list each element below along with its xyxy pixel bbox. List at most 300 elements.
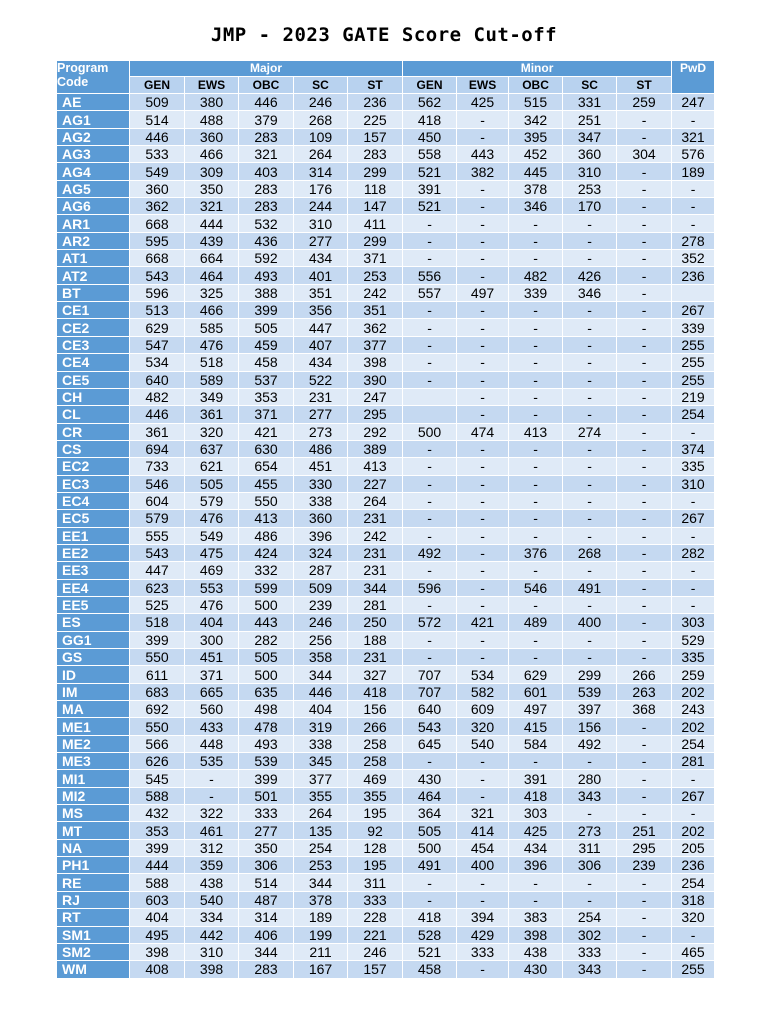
cell-major-gen: 733 <box>130 458 185 475</box>
cell-major-st: 351 <box>348 302 403 319</box>
table-row <box>57 614 715 631</box>
cell-minor-obc: - <box>509 388 563 405</box>
table-row <box>57 406 715 423</box>
cell-major-ews: 466 <box>185 146 239 163</box>
cell-program-code: EE4 <box>57 579 130 596</box>
cell-minor-sc: - <box>563 891 617 908</box>
cell-minor-st: 266 <box>617 666 672 683</box>
cell-major-obc: 379 <box>239 111 294 128</box>
cell-major-st: 195 <box>348 805 403 822</box>
cell-minor-sc: - <box>563 527 617 544</box>
cell-program-code: CH <box>57 388 130 405</box>
cell-major-sc: 310 <box>294 215 348 232</box>
cell-minor-gen: 418 <box>403 111 457 128</box>
cell-major-sc: 396 <box>294 527 348 544</box>
cell-major-sc: 189 <box>294 909 348 926</box>
cell-major-st: 413 <box>348 458 403 475</box>
header-major-obc: OBC <box>239 77 294 94</box>
cell-major-obc: 500 <box>239 596 294 613</box>
cell-minor-st: - <box>617 579 672 596</box>
cell-minor-gen: 562 <box>403 94 457 111</box>
cell-minor-gen: 391 <box>403 180 457 197</box>
cell-minor-sc: - <box>563 302 617 319</box>
cell-major-obc: 458 <box>239 354 294 371</box>
cell-minor-gen: - <box>403 250 457 267</box>
cell-major-gen: 546 <box>130 475 185 492</box>
cell-major-sc: 314 <box>294 163 348 180</box>
cell-major-gen: 692 <box>130 701 185 718</box>
cell-pwd: 267 <box>672 787 715 804</box>
cell-major-ews: 637 <box>185 440 239 457</box>
table-row <box>57 250 715 267</box>
cell-major-obc: 344 <box>239 943 294 960</box>
cell-major-ews: 404 <box>185 614 239 631</box>
cell-minor-sc: 492 <box>563 735 617 752</box>
cell-major-gen: 588 <box>130 874 185 891</box>
cell-program-code: ME3 <box>57 753 130 770</box>
cell-program-code: EC3 <box>57 475 130 492</box>
cell-major-sc: 358 <box>294 649 348 666</box>
cell-program-code: CS <box>57 440 130 457</box>
cell-major-sc: 264 <box>294 146 348 163</box>
cell-minor-st: - <box>617 267 672 284</box>
cell-major-obc: 399 <box>239 302 294 319</box>
cell-major-st: 389 <box>348 440 403 457</box>
cell-minor-st: - <box>617 406 672 423</box>
cell-minor-st: 239 <box>617 857 672 874</box>
cell-major-obc: 537 <box>239 371 294 388</box>
cell-major-ews: 433 <box>185 718 239 735</box>
cell-major-ews: 439 <box>185 232 239 249</box>
cell-pwd: - <box>672 926 715 943</box>
cell-major-st: 242 <box>348 527 403 544</box>
cell-minor-obc: - <box>509 250 563 267</box>
cell-minor-ews: - <box>457 544 509 561</box>
cell-major-st: 418 <box>348 683 403 700</box>
cell-major-st: 228 <box>348 909 403 926</box>
cell-major-st: 227 <box>348 475 403 492</box>
cell-major-st: 247 <box>348 388 403 405</box>
cell-major-obc: 493 <box>239 735 294 752</box>
cell-minor-st: - <box>617 492 672 509</box>
cell-minor-st: - <box>617 805 672 822</box>
cell-major-gen: 623 <box>130 579 185 596</box>
cell-major-st: 231 <box>348 562 403 579</box>
cell-major-ews: 621 <box>185 458 239 475</box>
cell-pwd: 320 <box>672 909 715 926</box>
cell-major-st: 147 <box>348 198 403 215</box>
cell-minor-ews: - <box>457 579 509 596</box>
cell-program-code: SM2 <box>57 943 130 960</box>
cell-program-code: ES <box>57 614 130 631</box>
cell-program-code: RT <box>57 909 130 926</box>
cell-minor-gen: 543 <box>403 718 457 735</box>
table-row <box>57 579 715 596</box>
cell-minor-ews: - <box>457 874 509 891</box>
cell-major-st: 355 <box>348 787 403 804</box>
cell-minor-ews: - <box>457 180 509 197</box>
cell-major-ews: 475 <box>185 544 239 561</box>
cell-minor-sc: 306 <box>563 857 617 874</box>
cell-major-st: 344 <box>348 579 403 596</box>
table-row <box>57 839 715 856</box>
cell-major-gen: 683 <box>130 683 185 700</box>
cell-minor-sc: 170 <box>563 198 617 215</box>
cell-major-gen: 444 <box>130 857 185 874</box>
cell-minor-gen: - <box>403 302 457 319</box>
cell-major-obc: 436 <box>239 232 294 249</box>
cell-major-ews: 553 <box>185 579 239 596</box>
cell-pwd: 576 <box>672 146 715 163</box>
cell-major-gen: 595 <box>130 232 185 249</box>
cell-major-sc: 338 <box>294 735 348 752</box>
cell-minor-ews: - <box>457 198 509 215</box>
cell-minor-gen: 430 <box>403 770 457 787</box>
cell-major-ews: 476 <box>185 336 239 353</box>
cell-pwd: 255 <box>672 961 715 978</box>
cell-minor-ews: 333 <box>457 943 509 960</box>
cell-minor-sc: 333 <box>563 943 617 960</box>
table-row <box>57 128 715 145</box>
cell-minor-obc: 482 <box>509 267 563 284</box>
cell-major-ews: 451 <box>185 649 239 666</box>
cell-major-obc: 630 <box>239 440 294 457</box>
cell-major-obc: 514 <box>239 874 294 891</box>
cell-minor-obc: - <box>509 753 563 770</box>
cell-program-code: AG6 <box>57 198 130 215</box>
cell-major-sc: 404 <box>294 701 348 718</box>
cell-major-obc: 388 <box>239 284 294 301</box>
cell-minor-gen: - <box>403 753 457 770</box>
cell-major-ews: 665 <box>185 683 239 700</box>
cell-pwd: 202 <box>672 718 715 735</box>
cell-major-ews: 664 <box>185 250 239 267</box>
cell-minor-st: - <box>617 163 672 180</box>
cell-major-sc: 344 <box>294 874 348 891</box>
cell-minor-gen: 505 <box>403 822 457 839</box>
table-row <box>57 284 715 301</box>
cell-major-sc: 253 <box>294 857 348 874</box>
cell-major-obc: 478 <box>239 718 294 735</box>
cell-minor-st: - <box>617 753 672 770</box>
cell-major-obc: 283 <box>239 198 294 215</box>
cell-minor-obc: 515 <box>509 94 563 111</box>
cell-minor-gen: 596 <box>403 579 457 596</box>
cell-major-st: 118 <box>348 180 403 197</box>
cell-major-ews: 349 <box>185 388 239 405</box>
cell-minor-gen: - <box>403 336 457 353</box>
cell-minor-obc: - <box>509 596 563 613</box>
cell-program-code: EC2 <box>57 458 130 475</box>
cell-minor-st: 259 <box>617 94 672 111</box>
table-row <box>57 302 715 319</box>
cell-minor-obc: - <box>509 874 563 891</box>
cell-major-obc: 282 <box>239 631 294 648</box>
cell-minor-gen: 556 <box>403 267 457 284</box>
cell-minor-sc: - <box>563 458 617 475</box>
cell-minor-sc: 254 <box>563 909 617 926</box>
cell-major-obc: 599 <box>239 579 294 596</box>
cell-minor-sc: 343 <box>563 787 617 804</box>
cell-major-obc: 505 <box>239 649 294 666</box>
table-row <box>57 631 715 648</box>
cell-major-ews: 549 <box>185 527 239 544</box>
cell-major-obc: 321 <box>239 146 294 163</box>
cell-minor-obc: 383 <box>509 909 563 926</box>
cell-major-obc: 443 <box>239 614 294 631</box>
cell-program-code: CE1 <box>57 302 130 319</box>
cell-major-obc: 501 <box>239 787 294 804</box>
cell-major-st: 231 <box>348 544 403 561</box>
cell-major-gen: 668 <box>130 215 185 232</box>
cell-minor-ews: - <box>457 232 509 249</box>
cell-major-gen: 668 <box>130 250 185 267</box>
cell-minor-st: - <box>617 718 672 735</box>
cell-minor-gen: 528 <box>403 926 457 943</box>
cell-major-st: 390 <box>348 371 403 388</box>
cell-minor-sc: - <box>563 492 617 509</box>
table-row <box>57 683 715 700</box>
cell-major-obc: 446 <box>239 94 294 111</box>
cell-minor-st: - <box>617 891 672 908</box>
cell-minor-sc: 311 <box>563 839 617 856</box>
cell-major-gen: 495 <box>130 926 185 943</box>
cell-minor-st: - <box>617 614 672 631</box>
cell-minor-obc: - <box>509 336 563 353</box>
header-major: Major <box>130 61 403 77</box>
cell-major-ews: 448 <box>185 735 239 752</box>
cell-minor-obc: - <box>509 527 563 544</box>
cell-major-sc: 434 <box>294 250 348 267</box>
cell-minor-st: - <box>617 215 672 232</box>
cell-major-ews: 461 <box>185 822 239 839</box>
table-row <box>57 961 715 978</box>
cell-minor-gen: 464 <box>403 787 457 804</box>
cell-program-code: CE2 <box>57 319 130 336</box>
cell-major-ews: 312 <box>185 839 239 856</box>
header-major-sc: SC <box>294 77 348 94</box>
cell-major-st: 264 <box>348 492 403 509</box>
cell-major-st: 299 <box>348 232 403 249</box>
table-row <box>57 492 715 509</box>
cell-minor-st: - <box>617 874 672 891</box>
cell-minor-ews: - <box>457 649 509 666</box>
cell-major-ews: 518 <box>185 354 239 371</box>
cell-minor-obc: - <box>509 510 563 527</box>
cell-minor-ews: 320 <box>457 718 509 735</box>
cell-minor-sc: 491 <box>563 579 617 596</box>
cell-minor-st: - <box>617 371 672 388</box>
cell-major-st: 398 <box>348 354 403 371</box>
header-major-st: ST <box>348 77 403 94</box>
cell-minor-sc: 331 <box>563 94 617 111</box>
table-row <box>57 354 715 371</box>
cell-major-gen: 596 <box>130 284 185 301</box>
cell-major-st: 258 <box>348 735 403 752</box>
cell-program-code: BT <box>57 284 130 301</box>
cell-minor-obc: - <box>509 649 563 666</box>
cell-minor-ews: - <box>457 631 509 648</box>
cell-pwd: 236 <box>672 857 715 874</box>
cell-minor-obc: 430 <box>509 961 563 978</box>
cell-major-gen: 588 <box>130 787 185 804</box>
cell-program-code: AG1 <box>57 111 130 128</box>
cell-minor-ews: 425 <box>457 94 509 111</box>
cell-minor-sc: - <box>563 562 617 579</box>
table-row <box>57 857 715 874</box>
cell-minor-sc: 302 <box>563 926 617 943</box>
cell-major-gen: 482 <box>130 388 185 405</box>
cell-minor-ews: 321 <box>457 805 509 822</box>
table-row <box>57 701 715 718</box>
table-row <box>57 562 715 579</box>
cell-major-sc: 246 <box>294 614 348 631</box>
table-row <box>57 909 715 926</box>
cell-minor-ews: - <box>457 787 509 804</box>
cell-major-ews: 466 <box>185 302 239 319</box>
cell-major-ews: 464 <box>185 267 239 284</box>
cell-minor-st: - <box>617 302 672 319</box>
cell-minor-gen <box>403 406 457 423</box>
cell-minor-sc: - <box>563 510 617 527</box>
cell-major-ews: 488 <box>185 111 239 128</box>
cell-minor-ews: - <box>457 562 509 579</box>
cell-major-obc: 550 <box>239 492 294 509</box>
table-row <box>57 891 715 908</box>
cell-minor-st: - <box>617 319 672 336</box>
cell-pwd: 465 <box>672 943 715 960</box>
cell-program-code: AE <box>57 94 130 111</box>
cell-pwd: 254 <box>672 406 715 423</box>
table-row <box>57 180 715 197</box>
cell-major-sc: 319 <box>294 718 348 735</box>
cell-minor-ews: 454 <box>457 839 509 856</box>
cell-program-code: SM1 <box>57 926 130 943</box>
cell-major-gen: 626 <box>130 753 185 770</box>
cell-minor-ews: 421 <box>457 614 509 631</box>
cell-program-code: CR <box>57 423 130 440</box>
cell-major-ews: 398 <box>185 961 239 978</box>
cell-minor-st: - <box>617 423 672 440</box>
cell-minor-gen: 500 <box>403 423 457 440</box>
cell-pwd: 278 <box>672 232 715 249</box>
cell-minor-ews: 609 <box>457 701 509 718</box>
cell-pwd: - <box>672 198 715 215</box>
cell-major-obc: 350 <box>239 839 294 856</box>
cell-major-st: 221 <box>348 926 403 943</box>
cell-minor-ews: - <box>457 111 509 128</box>
cell-minor-ews: 400 <box>457 857 509 874</box>
cell-major-gen: 514 <box>130 111 185 128</box>
cell-minor-st: - <box>617 649 672 666</box>
cell-major-sc: 344 <box>294 666 348 683</box>
cell-major-sc: 246 <box>294 94 348 111</box>
cell-major-st: 292 <box>348 423 403 440</box>
cell-major-obc: 333 <box>239 805 294 822</box>
cell-program-code: MT <box>57 822 130 839</box>
cell-minor-obc: - <box>509 232 563 249</box>
cell-minor-st: - <box>617 909 672 926</box>
cell-minor-ews: - <box>457 302 509 319</box>
cell-major-obc: 403 <box>239 163 294 180</box>
cell-minor-obc: 445 <box>509 163 563 180</box>
header-minor-st: ST <box>617 77 672 94</box>
cell-minor-ews: - <box>457 406 509 423</box>
cell-major-ews: 309 <box>185 163 239 180</box>
cell-minor-obc: 425 <box>509 822 563 839</box>
cell-major-gen: 533 <box>130 146 185 163</box>
cell-program-code: EC5 <box>57 510 130 527</box>
cell-major-ews: 325 <box>185 284 239 301</box>
cell-major-obc: 654 <box>239 458 294 475</box>
cell-minor-obc: 391 <box>509 770 563 787</box>
cell-program-code: MI2 <box>57 787 130 804</box>
cell-minor-sc: 251 <box>563 111 617 128</box>
cell-major-obc: 277 <box>239 822 294 839</box>
cell-major-ews: 444 <box>185 215 239 232</box>
table-row <box>57 163 715 180</box>
cell-major-sc: 434 <box>294 354 348 371</box>
cell-minor-gen: 364 <box>403 805 457 822</box>
cell-minor-sc: 268 <box>563 544 617 561</box>
cell-major-obc: 421 <box>239 423 294 440</box>
cutoff-table <box>56 60 715 979</box>
cell-minor-sc: 539 <box>563 683 617 700</box>
cell-minor-obc: - <box>509 475 563 492</box>
cell-major-sc: 378 <box>294 891 348 908</box>
cell-major-ews: 560 <box>185 701 239 718</box>
table-row <box>57 822 715 839</box>
cell-minor-sc: - <box>563 336 617 353</box>
cell-minor-obc: 395 <box>509 128 563 145</box>
cell-minor-st: - <box>617 596 672 613</box>
cell-pwd: 267 <box>672 302 715 319</box>
cell-minor-sc: - <box>563 406 617 423</box>
cell-minor-gen: 521 <box>403 163 457 180</box>
cell-minor-ews: - <box>457 492 509 509</box>
cell-major-st: 295 <box>348 406 403 423</box>
cell-pwd: 254 <box>672 874 715 891</box>
cell-minor-gen: - <box>403 319 457 336</box>
cell-major-gen: 543 <box>130 267 185 284</box>
cell-program-code: IM <box>57 683 130 700</box>
cell-program-code: EE1 <box>57 527 130 544</box>
cell-minor-sc: 299 <box>563 666 617 683</box>
cell-major-sc: 509 <box>294 579 348 596</box>
cell-major-gen: 525 <box>130 596 185 613</box>
cell-minor-sc: 347 <box>563 128 617 145</box>
cell-minor-obc: 339 <box>509 284 563 301</box>
cell-program-code: CE3 <box>57 336 130 353</box>
cell-pwd: 335 <box>672 649 715 666</box>
cell-pwd: 318 <box>672 891 715 908</box>
cell-major-obc: 487 <box>239 891 294 908</box>
cell-program-code: ID <box>57 666 130 683</box>
table-row <box>57 371 715 388</box>
cell-pwd: 335 <box>672 458 715 475</box>
cell-major-st: 266 <box>348 718 403 735</box>
cell-minor-obc: - <box>509 406 563 423</box>
cell-minor-gen: 645 <box>403 735 457 752</box>
cell-minor-st: 368 <box>617 701 672 718</box>
cell-major-sc: 401 <box>294 267 348 284</box>
cell-minor-gen: 707 <box>403 683 457 700</box>
cell-pwd: 254 <box>672 735 715 752</box>
cell-major-ews: 321 <box>185 198 239 215</box>
cell-minor-sc: 274 <box>563 423 617 440</box>
cell-minor-obc: - <box>509 371 563 388</box>
cell-major-obc: 413 <box>239 510 294 527</box>
